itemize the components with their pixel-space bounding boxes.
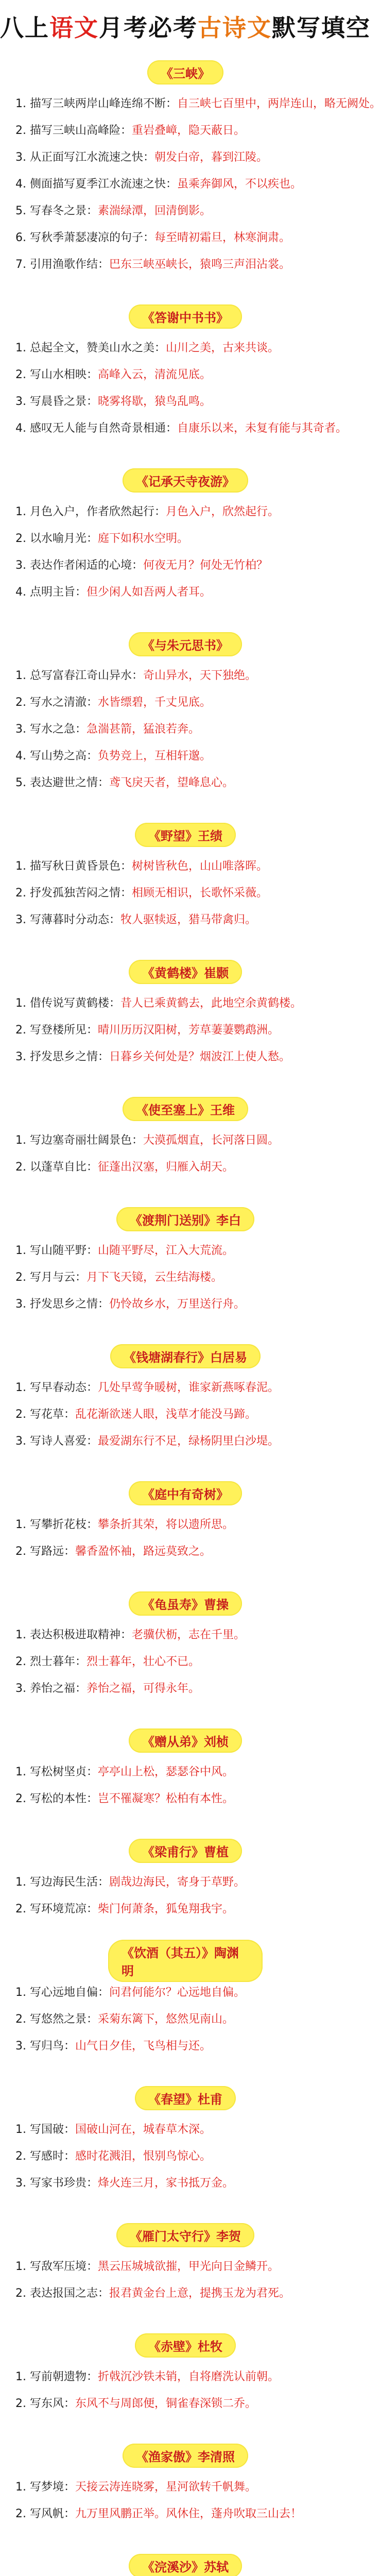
section-heading-label: 《记承天寺夜游》 <box>123 468 248 493</box>
answer-text: 国破山河在，城春草木深。 <box>75 2123 211 2136</box>
question-line <box>15 1293 355 1316</box>
section-heading <box>108 57 263 88</box>
question-text: 2. 烈士暮年： <box>15 1655 86 1668</box>
section-heading-label: 《龟虽寿》曹操 <box>129 1591 242 1616</box>
answer-text: 树树皆秋色，山山唯落晖。 <box>131 860 268 873</box>
question-line <box>15 1046 355 1069</box>
section-heading <box>108 2219 263 2250</box>
section-heading-label: 《庭中有奇树》 <box>129 1481 242 1505</box>
question-text: 2. 写登楼所见： <box>15 1024 98 1037</box>
question-text: 3. 写水之急： <box>15 723 86 736</box>
question-text: 1. 描写秋日黄昏景色： <box>15 860 132 873</box>
section-heading-label: 《使至塞上》王维 <box>123 1097 248 1121</box>
answer-text: 高峰入云，清流见底。 <box>97 368 211 381</box>
question-line <box>15 227 355 249</box>
question-text: 1. 写攀折花枝： <box>15 1518 98 1531</box>
answer-text: 山随平野尽，江入大荒流。 <box>97 1244 234 1257</box>
section-heading <box>108 819 263 850</box>
answer-text: 最爱湖东行不足，绿杨阴里白沙堤。 <box>97 1435 279 1448</box>
question-line <box>15 1019 355 1042</box>
question-text: 2. 写风帆： <box>15 2507 75 2520</box>
section-heading-label: 《黄鹤楼》崔颢 <box>129 960 242 984</box>
section-heading <box>108 629 263 659</box>
question-line <box>15 2035 355 2058</box>
answer-text: 月色入户，欣然起行。 <box>165 505 279 518</box>
question-line <box>15 528 355 550</box>
title-part-1: 八上 <box>0 14 49 42</box>
question-text: 1. 写心远地自偏： <box>15 1986 109 1999</box>
answer-text: 老骥伏枥，志在千里。 <box>131 1629 245 1641</box>
page-title <box>0 9 371 50</box>
section-heading <box>108 1204 263 1234</box>
section-heading <box>108 1093 263 1124</box>
question-text: 2. 写花草： <box>15 1408 75 1421</box>
answer-text: 大漠孤烟直，长河落日圆。 <box>143 1134 279 1147</box>
answer-text: 水皆缥碧，千丈见底。 <box>97 696 211 709</box>
question-text: 5. 表达避世之情： <box>15 776 109 789</box>
section-heading <box>108 301 263 332</box>
section-heading-label: 《浣溪沙》苏轼 <box>129 2554 242 2576</box>
question-line <box>15 1240 355 1262</box>
question-text: 2. 描写三峡山高峰险： <box>15 124 132 137</box>
section-heading-label: 《渔家傲》李清照 <box>123 2444 248 2468</box>
question-line <box>15 93 381 115</box>
question-line <box>15 2145 355 2168</box>
answer-text: 自康乐以来，未复有能与其奇者。 <box>177 422 347 435</box>
question-text: 2. 以蓬草自比： <box>15 1161 98 1174</box>
answer-text: 柴门何萧条，狐兔翔我宇。 <box>97 1903 234 1916</box>
question-text: 3. 写诗人喜爱： <box>15 1435 98 1448</box>
question-text: 1. 月色入户，作者欣然起行： <box>15 505 166 518</box>
answer-text: 亭亭山上松，瑟瑟谷中风。 <box>97 1766 234 1778</box>
answer-text: 晴川历历汉阳树，芳草萋萋鹦鹉洲。 <box>97 1024 279 1037</box>
question-line <box>15 772 355 794</box>
question-line <box>15 2393 355 2415</box>
question-text: 3. 写归鸟： <box>15 2040 75 2053</box>
answer-text: 相顾无相识，长歌怀采薇。 <box>131 887 268 900</box>
question-text: 2. 写路远： <box>15 1545 75 1558</box>
question-line <box>15 2476 355 2499</box>
question-line <box>15 1514 355 1536</box>
question-line <box>15 2282 355 2305</box>
section-heading-label: 《雁门太守行》李贺 <box>116 2223 254 2247</box>
answer-text: 剧哉边海民，寄身于草野。 <box>109 1876 245 1889</box>
question-text: 2. 写月与云： <box>15 1271 86 1284</box>
section-heading <box>108 465 263 496</box>
question-text: 1. 借传说写黄鹤楼： <box>15 997 120 1010</box>
section-heading-label: 《赠从弟》刘桢 <box>129 1728 242 1753</box>
section-heading-label: 《钱塘湖春行》白居易 <box>110 1344 261 1368</box>
answer-text: 仍怜故乡水，万里送行舟。 <box>109 1298 245 1311</box>
question-line <box>15 1871 355 1894</box>
answer-text: 九万里风鹏正举。风休住，蓬舟吹取三山去！ <box>75 2507 302 2520</box>
question-line <box>15 1677 355 1700</box>
question-line <box>15 1377 355 1399</box>
question-line <box>15 1430 355 1453</box>
question-text: 3. 表达作者闲适的心境： <box>15 559 143 572</box>
answer-text: 烈士暮年，壮心不已。 <box>86 1655 200 1668</box>
answer-text: 山川之美，古来共谈。 <box>165 342 279 354</box>
answer-text: 采菊东篱下，悠然见南山。 <box>97 2013 234 2026</box>
question-text: 1. 总写富春江奇山异水： <box>15 669 143 682</box>
answer-text: 山气日夕佳，飞鸟相与还。 <box>75 2040 211 2053</box>
section-heading-label: 《梁甫行》曹植 <box>129 1839 242 1863</box>
answer-text: 攀条折其荣，将以遗所思。 <box>97 1518 234 1531</box>
question-text: 1. 写国破： <box>15 2123 75 2136</box>
question-line <box>15 146 355 169</box>
question-line <box>15 391 355 413</box>
answer-text: 庭下如积水空明。 <box>97 532 188 545</box>
question-line <box>15 1129 355 1152</box>
question-line <box>15 581 355 604</box>
answer-text: 养怡之福，可得永年。 <box>86 1682 200 1695</box>
answer-text: 但少闲人如吾两人者耳。 <box>86 586 211 599</box>
answer-text: 乱花渐欲迷人眼，浅草才能没马蹄。 <box>75 1408 256 1421</box>
answer-text: 烽火连三月，家书抵万金。 <box>97 2177 234 2190</box>
section-heading-label: 《春望》杜甫 <box>135 2086 236 2110</box>
section-heading-label: 《渡荆门送别》李白 <box>116 1207 254 1231</box>
answer-text: 每至晴初霜旦，林寒涧肃。 <box>154 231 290 244</box>
answer-text: 昔人已乘黄鹤去，此地空余黄鹤楼。 <box>120 997 302 1010</box>
question-line <box>15 1788 355 1810</box>
question-line <box>15 745 355 768</box>
question-text: 7. 引用渔歌作结： <box>15 258 109 271</box>
question-text: 1. 写边海民生活： <box>15 1876 109 1889</box>
answer-text: 负势竞上，互相轩邈。 <box>97 750 211 762</box>
question-line <box>15 1981 355 2004</box>
answer-text: 何夜无月？何处无竹柏？ <box>143 559 268 572</box>
answer-text: 奇山异水，天下独绝。 <box>143 669 256 682</box>
question-text: 2. 写水之清澈： <box>15 696 98 709</box>
answer-text: 东风不与周郎便，铜雀春深锁二乔。 <box>75 2397 256 2410</box>
section-heading <box>108 2082 263 2113</box>
question-line <box>15 855 355 878</box>
answer-text: 黑云压城城欲摧，甲光向日金鳞开。 <box>97 2260 279 2273</box>
section-heading-label: 《饮酒（其五）》陶渊明 <box>108 1940 263 1982</box>
answer-text: 朝发白帝，暮到江陵。 <box>154 151 268 164</box>
question-line <box>15 718 355 741</box>
answer-text: 重岩叠嶂，隐天蔽日。 <box>131 124 245 137</box>
answer-text: 月下飞天镜，云生结海楼。 <box>86 1271 222 1284</box>
question-line <box>15 2503 355 2526</box>
question-text: 3. 抒发思乡之情： <box>15 1298 109 1311</box>
section-heading <box>108 2440 263 2471</box>
section-heading <box>108 1341 263 1371</box>
question-line <box>15 909 355 931</box>
question-text: 3. 养怡之福： <box>15 1682 86 1695</box>
answer-text: 征蓬出汉塞，归雁入胡天。 <box>97 1161 234 1174</box>
title-part-3: 月考必考 <box>99 14 198 42</box>
section-heading <box>108 1945 263 1976</box>
question-line <box>15 501 355 523</box>
question-text: 2. 写感时： <box>15 2150 75 2163</box>
section-heading-label: 《野望》王绩 <box>135 823 236 847</box>
question-line <box>15 253 355 276</box>
answer-text: 馨香盈怀袖，路远莫致之。 <box>75 1545 211 1558</box>
section-heading-label: 《与朱元思书》 <box>129 632 242 656</box>
question-text: 2. 写山水相映： <box>15 368 98 381</box>
question-text: 1. 写前朝遗物： <box>15 2370 98 2383</box>
answer-text: 几处早莺争暖树，谁家新燕啄春泥。 <box>97 1381 279 1394</box>
section-heading <box>108 1478 263 1509</box>
question-line <box>15 2008 355 2031</box>
answer-text: 牧人驱犊返，猎马带禽归。 <box>120 913 256 926</box>
question-text: 3. 写家书珍贵： <box>15 2177 98 2190</box>
title-part-2: 语文 <box>49 14 99 42</box>
question-line <box>15 554 355 577</box>
question-line <box>15 882 355 905</box>
section-heading <box>108 956 263 987</box>
question-text: 2. 表达报国之志： <box>15 2287 109 2300</box>
section-heading <box>108 1725 263 1756</box>
question-text: 1. 写边塞奇丽壮阔景色： <box>15 1134 143 1147</box>
answer-text: 报君黄金台上意，提携玉龙为君死。 <box>109 2287 290 2300</box>
question-line <box>15 200 355 223</box>
question-text: 1. 描写三峡两岸山峰连绵不断： <box>15 97 177 110</box>
answer-text: 自三峡七百里中，两岸连山，略无阙处。 <box>177 97 381 110</box>
question-line <box>15 1403 355 1426</box>
question-text: 1. 写早春动态： <box>15 1381 98 1394</box>
question-text: 1. 写梦境： <box>15 2481 75 2494</box>
section-heading <box>108 2550 263 2576</box>
question-line <box>15 2119 355 2141</box>
section-heading <box>108 1588 263 1619</box>
question-text: 2. 写松的本性： <box>15 1792 98 1805</box>
question-text: 4. 感叹无人能与自然奇景相通： <box>15 422 177 435</box>
answer-text: 巴东三峡巫峡长，猿鸣三声泪沾裳。 <box>109 258 290 271</box>
answer-text: 素湍绿潭，回清倒影。 <box>97 205 211 217</box>
answer-text: 感时花溅泪，恨别鸟惊心。 <box>75 2150 211 2163</box>
answer-text: 折戟沉沙铁未销，自将磨洗认前朝。 <box>97 2370 279 2383</box>
title-part-4: 古诗文 <box>198 14 272 42</box>
question-text: 4. 点明主旨： <box>15 586 86 599</box>
answer-text: 岂不罹凝寒？松柏有本性。 <box>97 1792 234 1805</box>
question-line <box>15 2256 355 2278</box>
question-line <box>15 691 355 714</box>
question-line <box>15 1266 355 1289</box>
question-text: 3. 写薄暮时分动态： <box>15 913 120 926</box>
question-line <box>15 992 355 1015</box>
question-line <box>15 2366 355 2388</box>
question-text: 2. 写悠然之景： <box>15 2013 98 2026</box>
question-line <box>15 1761 355 1784</box>
question-text: 4. 侧面描写夏季江水流速之快： <box>15 178 177 191</box>
section-heading-label: 《答谢中书书》 <box>129 304 242 329</box>
answer-text: 日暮乡关何处是？烟波江上使人愁。 <box>109 1050 290 1063</box>
question-line <box>15 665 355 687</box>
answer-text: 晓雾将歇，猿鸟乱鸣。 <box>97 395 211 408</box>
section-heading <box>108 1835 263 1866</box>
question-text: 3. 写晨昏之景： <box>15 395 98 408</box>
question-text: 4. 写山势之高： <box>15 750 98 762</box>
question-line <box>15 337 355 360</box>
question-text: 5. 写春冬之景： <box>15 205 98 217</box>
section-heading-label: 《赤壁》杜牧 <box>135 2333 236 2358</box>
question-line <box>15 1624 355 1647</box>
section-heading <box>108 2330 263 2361</box>
answer-text: 天接云涛连晓雾，星河欲转千帆舞。 <box>75 2481 256 2494</box>
question-line <box>15 2172 355 2195</box>
question-text: 1. 总起全文，赞美山水之美： <box>15 342 166 354</box>
question-line <box>15 173 355 196</box>
question-text: 1. 表达积极进取精神： <box>15 1629 132 1641</box>
answer-text: 问君何能尔？心远地自偏。 <box>109 1986 245 1999</box>
question-line <box>15 120 355 142</box>
question-text: 2. 写环境荒凉： <box>15 1903 98 1916</box>
question-line <box>15 1540 355 1563</box>
question-text: 1. 写松树坚贞： <box>15 1766 98 1778</box>
question-line <box>15 417 355 440</box>
question-text: 2. 写东风： <box>15 2397 75 2410</box>
answer-text: 鸢飞戾天者，望峰息心。 <box>109 776 234 789</box>
question-line <box>15 1156 355 1179</box>
question-text: 3. 从正面写江水流速之快： <box>15 151 154 164</box>
question-text: 1. 写山随平野： <box>15 1244 98 1257</box>
question-text: 3. 抒发思乡之情： <box>15 1050 109 1063</box>
title-part-5: 默写填空 <box>272 14 371 42</box>
question-line <box>15 1898 355 1921</box>
question-line <box>15 364 355 386</box>
section-heading-label: 《三峡》 <box>147 60 223 84</box>
answer-text: 急湍甚箭，猛浪若奔。 <box>86 723 200 736</box>
question-text: 2. 以水喻月光： <box>15 532 98 545</box>
answer-text: 虽乘奔御风，不以疾也。 <box>177 178 302 191</box>
question-line <box>15 1651 355 1673</box>
question-text: 1. 写敌军压境： <box>15 2260 98 2273</box>
question-text: 2. 抒发孤独苦闷之情： <box>15 887 132 900</box>
question-text: 6. 写秋季萧瑟凄凉的句子： <box>15 231 154 244</box>
